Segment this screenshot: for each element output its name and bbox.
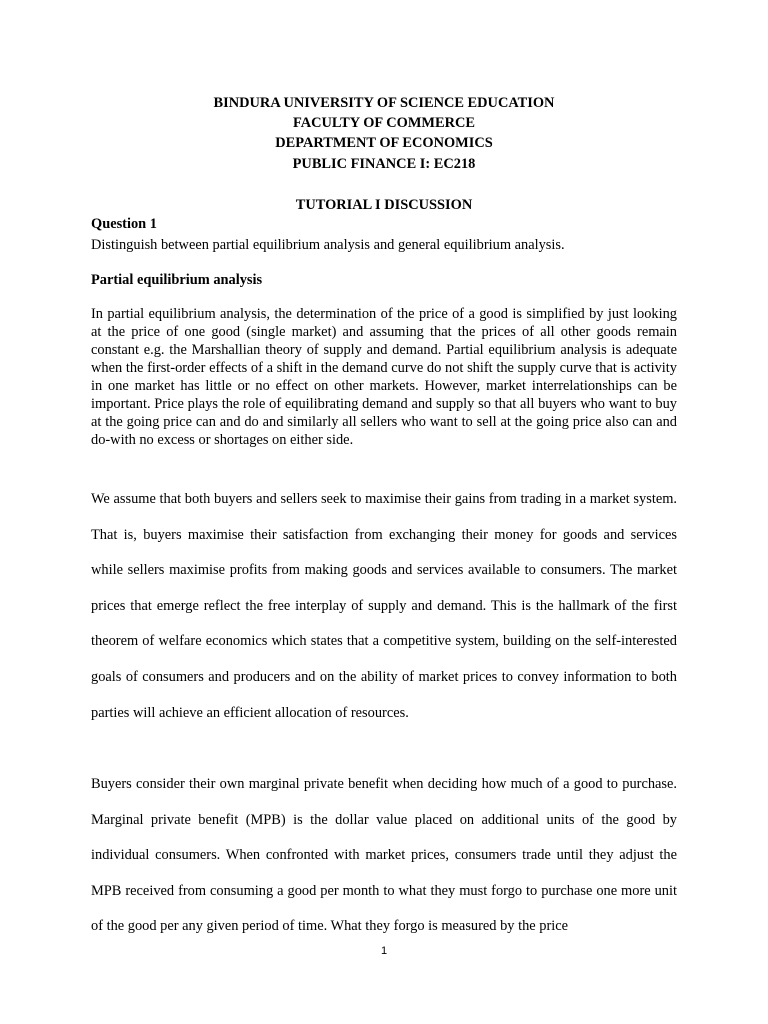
question-text: Distinguish between partial equilibrium analysis and general equilibrium analysis. bbox=[91, 237, 565, 253]
page-number: 1 bbox=[380, 945, 388, 957]
university-name: BINDURA UNIVERSITY OF SCIENCE EDUCATION bbox=[213, 95, 555, 111]
course-title: PUBLIC FINANCE I: EC218 bbox=[292, 156, 476, 172]
paragraph-partial-equilibrium: In partial equilibrium analysis, the determination of the price of a good is simplified by just looking at the price of one good (single market) and assuming that the prices of all other goods remain constant e.g. the Marshallian theory of supply and demand. Partial equilibrium analysis is adequate when the first-order effects of a shift in the demand curve do not shift the supply curve that is activity in one market has little or no effect on other markets. However, market interrelationships can be important. Price plays the role of equilibrating demand and supply so that all buyers who want to buy at the going price can and do and similarly all sellers who want to sell at the going price also can and do-with no excess or shortages on either side. bbox=[91, 306, 677, 448]
paragraph-marginal-private-benefit: Buyers consider their own marginal private benefit when deciding how much of a good to purchase. Marginal private benefit (MPB) is the dollar value placed on additional units of the good by individual consumers. When confronted with market prices, consumers trade until they adjust the MPB received from consuming a good per month to what they must forgo to purchase one more unit of the good per any given period of time. What they forgo is measured by the price bbox=[91, 776, 677, 935]
section-heading: Partial equilibrium analysis bbox=[91, 272, 263, 288]
tutorial-title: TUTORIAL I DISCUSSION bbox=[295, 197, 473, 213]
department-name: DEPARTMENT OF ECONOMICS bbox=[275, 135, 493, 151]
faculty-name: FACULTY OF COMMERCE bbox=[292, 115, 475, 131]
question-heading: Question 1 bbox=[91, 216, 157, 232]
paragraph-welfare-theorem: We assume that both buyers and sellers seek to maximise their gains from trading in a market system. That is, buyers maximise their satisfaction from exchanging their money for goods and services while sellers maximise profits from making goods and services available to consumers. The market prices that emerge reflect the free interplay of supply and demand. This is the hallmark of the first theorem of welfare economics which states that a competitive system, building on the self-interested goals of consumers and producers and on the ability of market prices to convey information to both parties will achieve an efficient allocation of resources. bbox=[91, 491, 677, 721]
